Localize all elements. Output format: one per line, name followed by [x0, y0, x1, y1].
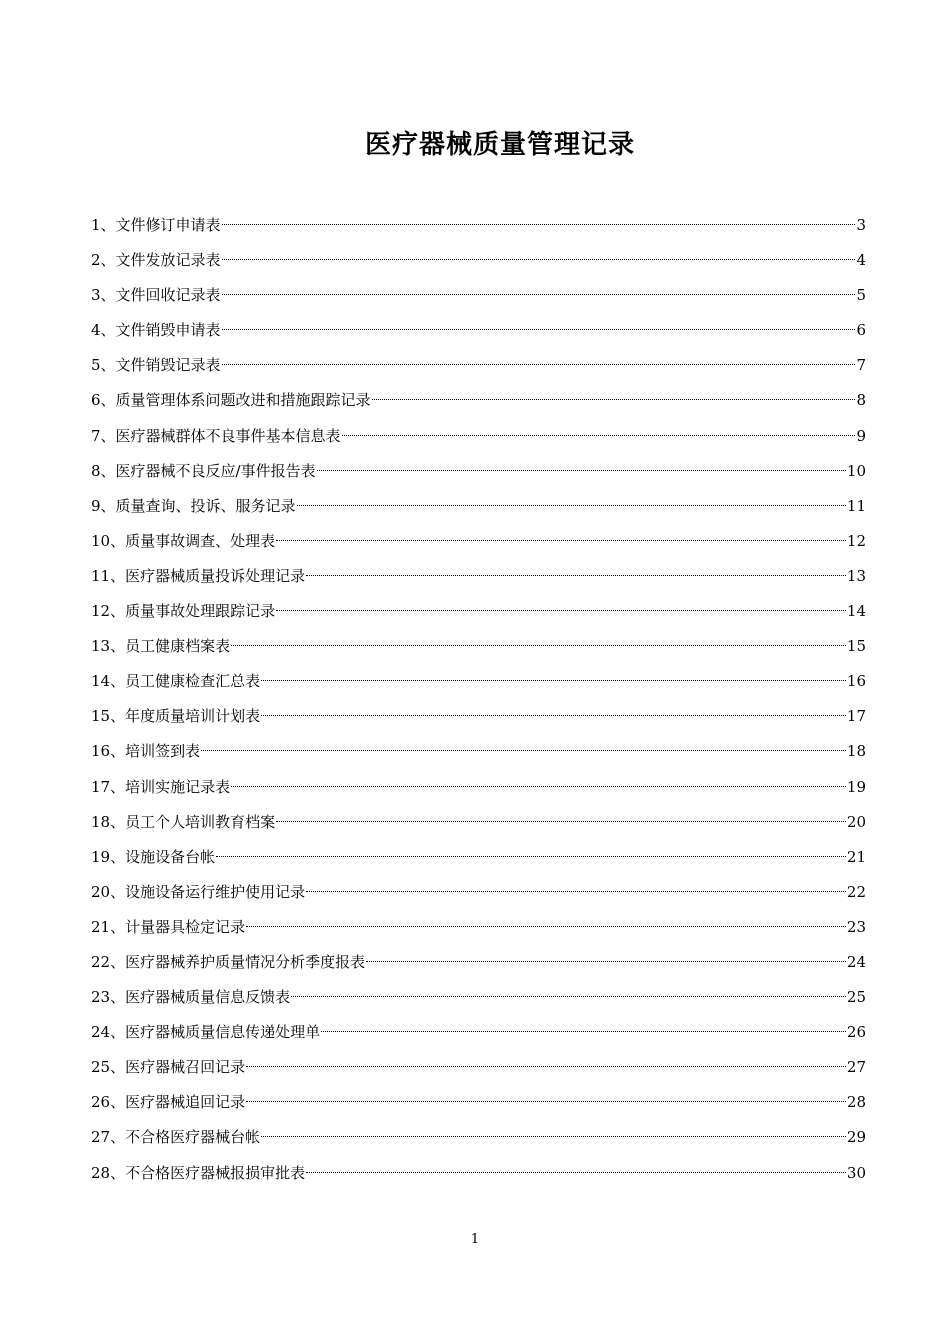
- toc-entry-page: 18: [846, 742, 866, 761]
- toc-entry-label: 员工健康档案表: [125, 637, 231, 656]
- toc-dot-leader: [306, 555, 846, 576]
- toc-entry-label: 医疗器械召回记录: [125, 1058, 246, 1077]
- toc-dot-leader: [222, 274, 856, 295]
- toc-dot-leader: [222, 204, 856, 225]
- toc-entry-label: 不合格医疗器械报损审批表: [125, 1163, 306, 1182]
- toc-dot-leader: [222, 239, 856, 260]
- toc-dot-leader: [276, 520, 846, 541]
- toc-entry-page: 7: [856, 356, 866, 375]
- toc-entry-number: 8、: [91, 461, 116, 480]
- toc-entry-label: 文件修订申请表: [115, 216, 221, 234]
- toc-entry-number: 10、: [91, 531, 126, 550]
- toc-entry-number: 6、: [91, 391, 116, 410]
- toc-entry-label: 培训签到表: [125, 742, 201, 761]
- toc-entry-label: 医疗器械质量信息反馈表: [125, 988, 291, 1007]
- toc-dot-leader: [231, 625, 846, 646]
- document-title: 医疗器械质量管理记录: [364, 130, 635, 160]
- toc-entry-page: 16: [846, 672, 866, 691]
- toc-entry-page: 6: [856, 321, 866, 340]
- toc-entry-label: 文件销毁记录表: [115, 356, 221, 375]
- toc-dot-leader: [317, 450, 846, 471]
- toc-dot-leader: [246, 1046, 846, 1067]
- toc-entry-page: 24: [846, 952, 866, 971]
- toc-entry-page: 22: [846, 882, 866, 901]
- toc-entry-number: 2、: [91, 251, 116, 270]
- toc-entry-label: 医疗器械群体不良事件基本信息表: [115, 426, 341, 445]
- toc-entry-page: 14: [846, 602, 866, 621]
- toc-entry-label: 设施设备运行维护使用记录: [125, 882, 306, 901]
- toc-dot-leader: [306, 871, 846, 892]
- toc-dot-leader: [276, 590, 846, 611]
- toc-dot-leader: [276, 801, 846, 822]
- toc-dot-leader: [261, 660, 846, 681]
- toc-entry-page: 8: [856, 391, 866, 410]
- table-of-contents: [91, 209, 866, 1192]
- toc-entry-page: 28: [846, 1093, 866, 1112]
- toc-entry-number: 14、: [91, 672, 126, 691]
- toc-entry-page: 15: [846, 637, 866, 656]
- toc-dot-leader: [261, 695, 846, 716]
- toc-entry-label: 员工个人培训教育档案: [125, 812, 276, 831]
- toc-entry-label: 质量事故处理跟踪记录: [125, 602, 276, 621]
- toc-dot-leader: [246, 1081, 846, 1102]
- toc-entry-label: 医疗器械不良反应/事件报告表: [115, 461, 316, 480]
- toc-dot-leader: [201, 730, 846, 751]
- toc-entry-label: 文件回收记录表: [115, 286, 221, 305]
- toc-entry-page: 12: [846, 531, 866, 550]
- toc-entry-label: 医疗器械养护质量情况分析季度报表: [125, 952, 366, 971]
- toc-entry-number: 13、: [91, 637, 126, 656]
- toc-dot-leader: [297, 485, 846, 506]
- toc-entry-label: 文件发放记录表: [115, 251, 221, 270]
- toc-entry-number: 5、: [91, 356, 116, 375]
- toc-entry-number: 4、: [91, 321, 116, 340]
- toc-entry-label: 医疗器械质量投诉处理记录: [125, 566, 306, 585]
- toc-entry-page: 5: [856, 286, 866, 305]
- toc-entry-label: 质量管理体系问题改进和措施跟踪记录: [115, 391, 371, 410]
- toc-entry-page: 23: [846, 917, 866, 936]
- page-number: 1: [470, 1232, 480, 1247]
- toc-entry-label: 员工健康检查汇总表: [125, 672, 261, 691]
- toc-entry-label: 年度质量培训计划表: [125, 707, 261, 726]
- toc-entry-page: 11: [846, 496, 866, 515]
- toc-entry-number: 21、: [91, 917, 126, 936]
- toc-entry-label: 质量事故调查、处理表: [125, 531, 276, 550]
- toc-entry-number: 1、: [91, 216, 116, 234]
- toc-dot-leader: [372, 379, 856, 400]
- toc-entry-label: 文件销毁申请表: [115, 321, 221, 340]
- toc-entry-number: 23、: [91, 988, 126, 1007]
- toc-entry-label: 设施设备台帐: [125, 847, 216, 866]
- toc-entry-number: 7、: [91, 426, 116, 445]
- toc-entry-number: 19、: [91, 847, 126, 866]
- toc-entry-page: 4: [856, 251, 866, 270]
- toc-entry-page: 21: [846, 847, 866, 866]
- toc-entry-number: 22、: [91, 952, 126, 971]
- toc-entry-label: 医疗器械质量信息传递处理单: [125, 1023, 321, 1042]
- toc-entry-page: 17: [846, 707, 866, 726]
- toc-entry-page: 26: [846, 1023, 866, 1042]
- toc-entry-number: 12、: [91, 602, 126, 621]
- toc-dot-leader: [246, 906, 846, 927]
- toc-entry-number: 3、: [91, 286, 116, 305]
- toc-dot-leader: [261, 1116, 846, 1137]
- toc-entry-label: 质量查询、投诉、服务记录: [115, 496, 296, 515]
- toc-entry-label: 医疗器械追回记录: [125, 1093, 246, 1112]
- toc-entry-number: 17、: [91, 777, 126, 796]
- toc-entry-page: 9: [856, 426, 866, 445]
- toc-dot-leader: [366, 941, 846, 962]
- toc-entry-number: 25、: [91, 1058, 126, 1077]
- toc-dot-leader: [321, 1011, 846, 1032]
- toc-dot-leader: [291, 976, 846, 997]
- toc-entry-number: 11、: [91, 566, 126, 585]
- toc-entry-page: 20: [846, 812, 866, 831]
- toc-entry-page: 13: [846, 566, 866, 585]
- toc-dot-leader: [306, 1152, 846, 1173]
- toc-dot-leader: [342, 415, 856, 436]
- toc-dot-leader: [222, 344, 856, 365]
- toc-entry-number: 20、: [91, 882, 126, 901]
- toc-entry-number: 24、: [91, 1023, 126, 1042]
- toc-entry-number: 9、: [91, 496, 116, 515]
- toc-entry-label: 计量器具检定记录: [125, 917, 246, 936]
- toc-entry-page: 27: [846, 1058, 866, 1077]
- toc-dot-leader: [222, 309, 856, 330]
- toc-entry-number: 28、: [91, 1163, 126, 1182]
- toc-entry-number: 16、: [91, 742, 126, 761]
- toc-entry-page: 25: [846, 988, 866, 1007]
- toc-entry-page: 19: [846, 777, 866, 796]
- toc-entry-page: 30: [846, 1163, 866, 1182]
- toc-entry-number: 27、: [91, 1128, 126, 1147]
- toc-entry-label: 培训实施记录表: [125, 777, 231, 796]
- toc-entry-page: 10: [846, 461, 866, 480]
- toc-entry-number: 18、: [91, 812, 126, 831]
- toc-entry-number: 26、: [91, 1093, 126, 1112]
- toc-entry[interactable]: [91, 1157, 866, 1192]
- toc-entry-page: 3: [856, 216, 866, 234]
- toc-dot-leader: [231, 766, 846, 787]
- toc-dot-leader: [216, 836, 846, 857]
- toc-entry-label: 不合格医疗器械台帐: [125, 1128, 261, 1147]
- toc-entry-page: 29: [846, 1128, 866, 1147]
- toc-entry-number: 15、: [91, 707, 126, 726]
